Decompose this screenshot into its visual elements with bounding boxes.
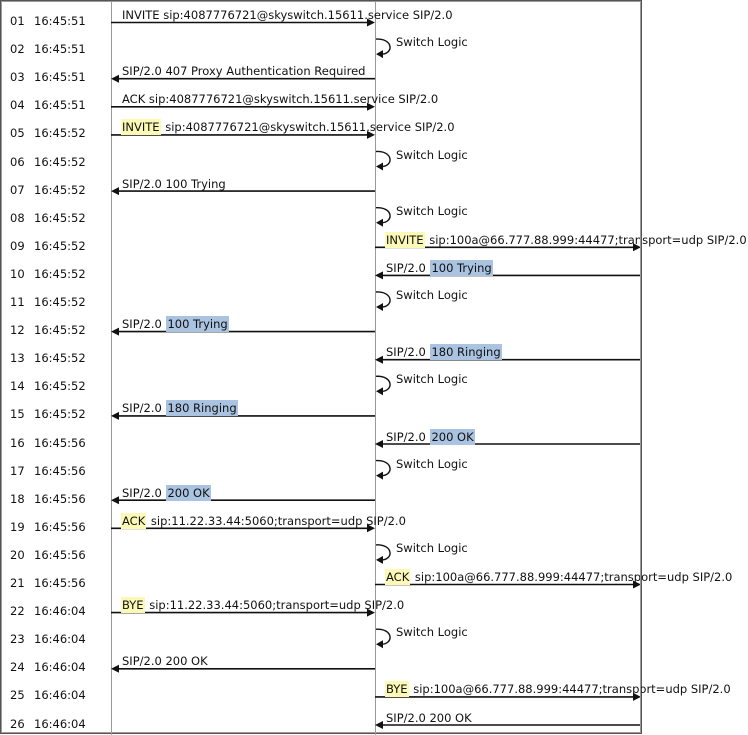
row-number: 23 [10,632,25,647]
message-text: SIP/2.0 [122,317,166,332]
switch-logic-label: Switch Logic [396,625,468,640]
row-time: 16:45:52 [34,295,86,309]
row-number: 10 [10,266,25,281]
sip-message-label [121,317,229,331]
message-text: SIP/2.0 [386,260,430,275]
highlighted-text: INVITE [122,120,160,135]
row-number: 03 [10,70,25,85]
highlighted-text: 200 OK [431,429,474,444]
sip-message-label [385,570,733,584]
row-time: 16:45:52 [34,182,86,197]
row-number: 07 [10,182,25,197]
highlighted-text: BYE [386,682,408,697]
message-row [1,285,643,313]
message-text: sip:11.22.33.44:5060;transport=udp SIP/2.0 [145,598,405,613]
sip-message-label [385,682,732,696]
message-row [1,454,643,482]
switch-logic-label: Switch Logic [396,372,468,387]
row-time: 16:45:51 [34,70,86,85]
row-number: 19 [10,519,25,534]
row-time: 16:45:56 [34,519,86,534]
row-number: 11 [10,295,25,309]
row-number: 15 [10,407,25,422]
message-text: SIP/2.0 [386,345,430,360]
message-text: ACK sip:4087776721@skyswitch.15611.service SIP/2.0 [122,92,439,107]
row-number: 21 [10,576,25,590]
sip-message-label [121,654,209,668]
message-row [1,369,643,397]
sip-message-label [121,92,439,106]
row-number: 04 [10,98,25,113]
highlighted-text: ACK [122,513,146,528]
message-row [1,173,643,201]
row-number: 24 [10,660,25,675]
highlighted-text: 180 Ringing [167,401,237,416]
row-number: 13 [10,351,25,366]
switch-logic-label: Switch Logic [396,35,468,50]
switch-logic-label: Switch Logic [396,540,468,555]
row-number: 06 [10,154,25,169]
message-row [1,229,747,257]
row-time: 16:46:04 [34,716,86,731]
row-time: 16:45:51 [34,42,86,57]
message-text: sip:100a@66.777.88.999:44477;transport=udp SIP/2.0 [411,570,733,584]
row-number: 02 [10,42,25,57]
sip-message-label [385,711,473,725]
message-row [1,145,643,173]
message-text: INVITE sip:4087776721@skyswitch.15611.service SIP/2.0 [122,8,453,22]
row-time: 16:45:51 [34,98,86,113]
message-row [1,566,733,594]
message-row [1,678,731,706]
message-row [1,650,643,678]
message-row [1,341,643,369]
row-time: 16:46:04 [34,604,86,619]
row-time: 16:45:52 [34,351,86,366]
message-row [1,538,643,566]
row-number: 14 [10,379,25,394]
row-time: 16:45:52 [34,154,86,169]
message-text: SIP/2.0 [122,485,166,500]
message-text: SIP/2.0 [386,429,430,444]
message-text: sip:11.22.33.44:5060;transport=udp SIP/2.0 [147,513,406,528]
row-number: 25 [10,688,25,703]
row-number: 20 [10,547,25,562]
message-row [1,426,643,454]
sip-message-label [385,261,493,275]
sip-message-label [121,64,366,78]
sip-message-label [385,345,502,359]
highlighted-text: 100 Trying [431,260,492,275]
row-number: 12 [10,323,25,338]
sip-message-label [121,598,405,612]
message-row [1,397,643,425]
row-time: 16:45:56 [34,491,86,506]
row-time: 16:45:56 [34,435,86,450]
message-row [1,482,643,510]
switch-logic-label: Switch Logic [396,288,468,302]
row-number: 05 [10,126,25,141]
row-number: 01 [10,14,25,28]
message-row [1,707,643,735]
message-row [1,201,643,229]
sip-message-label [121,8,454,22]
message-row [1,257,643,285]
highlighted-text: 100 Trying [167,317,228,332]
message-row [1,32,643,60]
row-time: 16:45:52 [34,323,86,338]
message-text: sip:100a@66.777.88.999:44477;transport=udp SIP/2.0 [425,232,747,247]
sip-message-label [121,514,407,528]
message-row [1,313,643,341]
highlighted-text: BYE [122,598,144,613]
row-time: 16:46:04 [34,660,86,675]
message-text: sip:100a@66.777.88.999:44477;transport=udp SIP/2.0 [409,682,731,697]
message-text: SIP/2.0 [122,401,166,416]
row-time: 16:45:56 [34,576,86,590]
switch-logic-label: Switch Logic [396,203,468,218]
switch-logic-label: Switch Logic [396,147,468,162]
row-time: 16:45:56 [34,463,86,478]
message-row [1,60,643,88]
row-time: 16:46:04 [34,688,86,703]
sip-message-label [121,120,456,134]
message-text: SIP/2.0 407 Proxy Authentication Required [122,64,366,79]
highlighted-text: ACK [386,570,410,584]
row-number: 18 [10,491,25,506]
highlighted-text: 200 OK [167,485,210,500]
message-row [1,622,643,650]
sip-message-label [121,177,227,191]
message-text: SIP/2.0 100 Trying [122,176,226,191]
message-row [1,510,643,538]
message-text: sip:4087776721@skyswitch.15611.service SIP/2.0 [161,120,455,135]
row-time: 16:45:52 [34,238,86,253]
row-number: 17 [10,463,25,478]
highlighted-text: INVITE [386,232,424,247]
row-number: 09 [10,238,25,253]
highlighted-text: 180 Ringing [431,345,501,360]
message-text: SIP/2.0 200 OK [122,654,208,669]
message-row [1,116,643,144]
row-time: 16:45:52 [34,126,86,141]
message-text: SIP/2.0 200 OK [386,710,472,725]
row-number: 22 [10,604,25,619]
sip-message-label [121,401,238,415]
switch-logic-label: Switch Logic [396,456,468,471]
row-time: 16:45:56 [34,547,86,562]
row-time: 16:45:52 [34,210,86,225]
row-time: 16:45:52 [34,379,86,394]
row-time: 16:46:04 [34,632,86,647]
sip-message-label [121,486,211,500]
row-number: 08 [10,210,25,225]
sip-message-label [385,430,475,444]
row-time: 16:45:52 [34,407,86,422]
sip-message-label [385,233,748,247]
message-row [1,88,643,116]
row-number: 16 [10,435,25,450]
message-row [1,4,643,32]
message-row [1,594,643,622]
row-number: 26 [10,716,25,731]
row-time: 16:45:52 [34,266,86,281]
row-time: 16:45:51 [34,14,86,28]
